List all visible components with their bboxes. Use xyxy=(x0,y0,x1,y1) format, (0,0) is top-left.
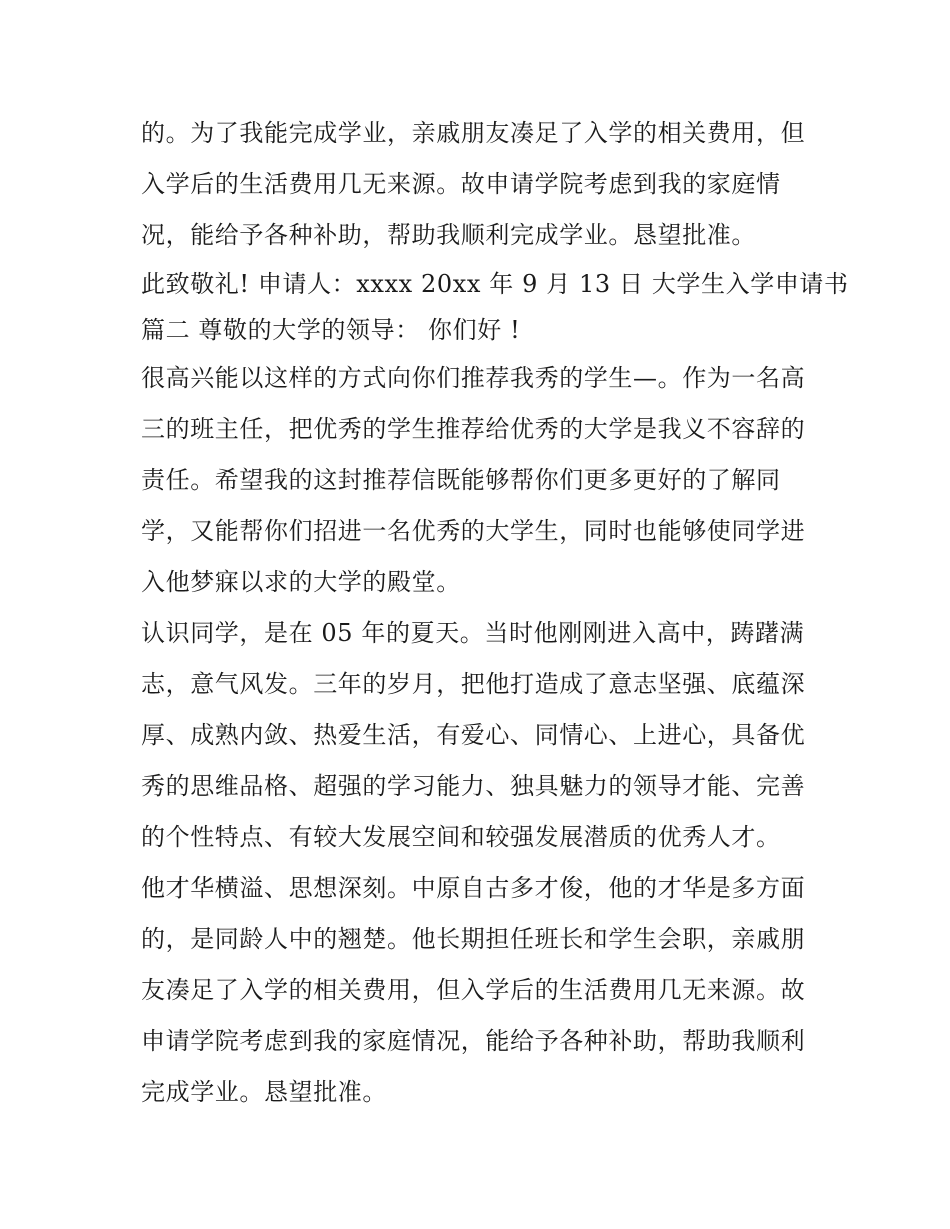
text-line: 三的班主任，把优秀的学生推荐给优秀的大学是我义不容辞的 xyxy=(141,415,806,443)
text-line: 况，能给予各种补助，帮助我顺利完成学业。恳望批准。 xyxy=(141,221,756,249)
text-line: 厚、成熟内敛、热爱生活，有爱心、同情心、上进心，具备优 xyxy=(141,721,806,749)
text-line: 学，又能帮你们招进一名优秀的大学生，同时也能够使同学进 xyxy=(141,517,806,545)
text-line: 此致敬礼! 申请人：xxxx 20xx 年 9 月 13 日 大学生入学申请书 xyxy=(141,270,849,298)
text-line: 秀的思维品格、超强的学习能力、独具魅力的领导才能、完善 xyxy=(141,772,806,800)
text-line: 认识同学，是在 05 年的夏天。当时他刚刚进入高中，踌躇满 xyxy=(141,619,805,647)
document-body xyxy=(141,108,849,1118)
text-line: 申请学院考虑到我的家庭情况，能给予各种补助，帮助我顺利 xyxy=(141,1027,806,1055)
text-line: 篇二 尊敬的大学的领导： 你们好 ! xyxy=(141,316,521,344)
text-line: 很高兴能以这样的方式向你们推荐我秀的学生—。作为一名高 xyxy=(141,364,806,392)
text-line: 他才华横溢、思想深刻。中原自古多才俊，他的才华是多方面 xyxy=(141,874,806,902)
text-line: 入学后的生活费用几无来源。故申请学院考虑到我的家庭情 xyxy=(141,170,781,198)
text-line: 责任。希望我的这封推荐信既能够帮你们更多更好的了解同 xyxy=(141,466,781,494)
text-line: 入他梦寐以求的大学的殿堂。 xyxy=(141,568,461,596)
text-line: 的。为了我能完成学业，亲戚朋友凑足了入学的相关费用，但 xyxy=(141,119,806,147)
text-line: 完成学业。恳望批准。 xyxy=(141,1078,387,1106)
text-line: 的个性特点、有较大发展空间和较强发展潜质的优秀人才。 xyxy=(141,823,781,851)
text-line: 友凑足了入学的相关费用，但入学后的生活费用几无来源。故 xyxy=(141,976,806,1004)
text-line: 的，是同龄人中的翘楚。他长期担任班长和学生会职，亲戚朋 xyxy=(141,925,806,953)
text-line: 志，意气风发。三年的岁月，把他打造成了意志坚强、底蕴深 xyxy=(141,670,806,698)
